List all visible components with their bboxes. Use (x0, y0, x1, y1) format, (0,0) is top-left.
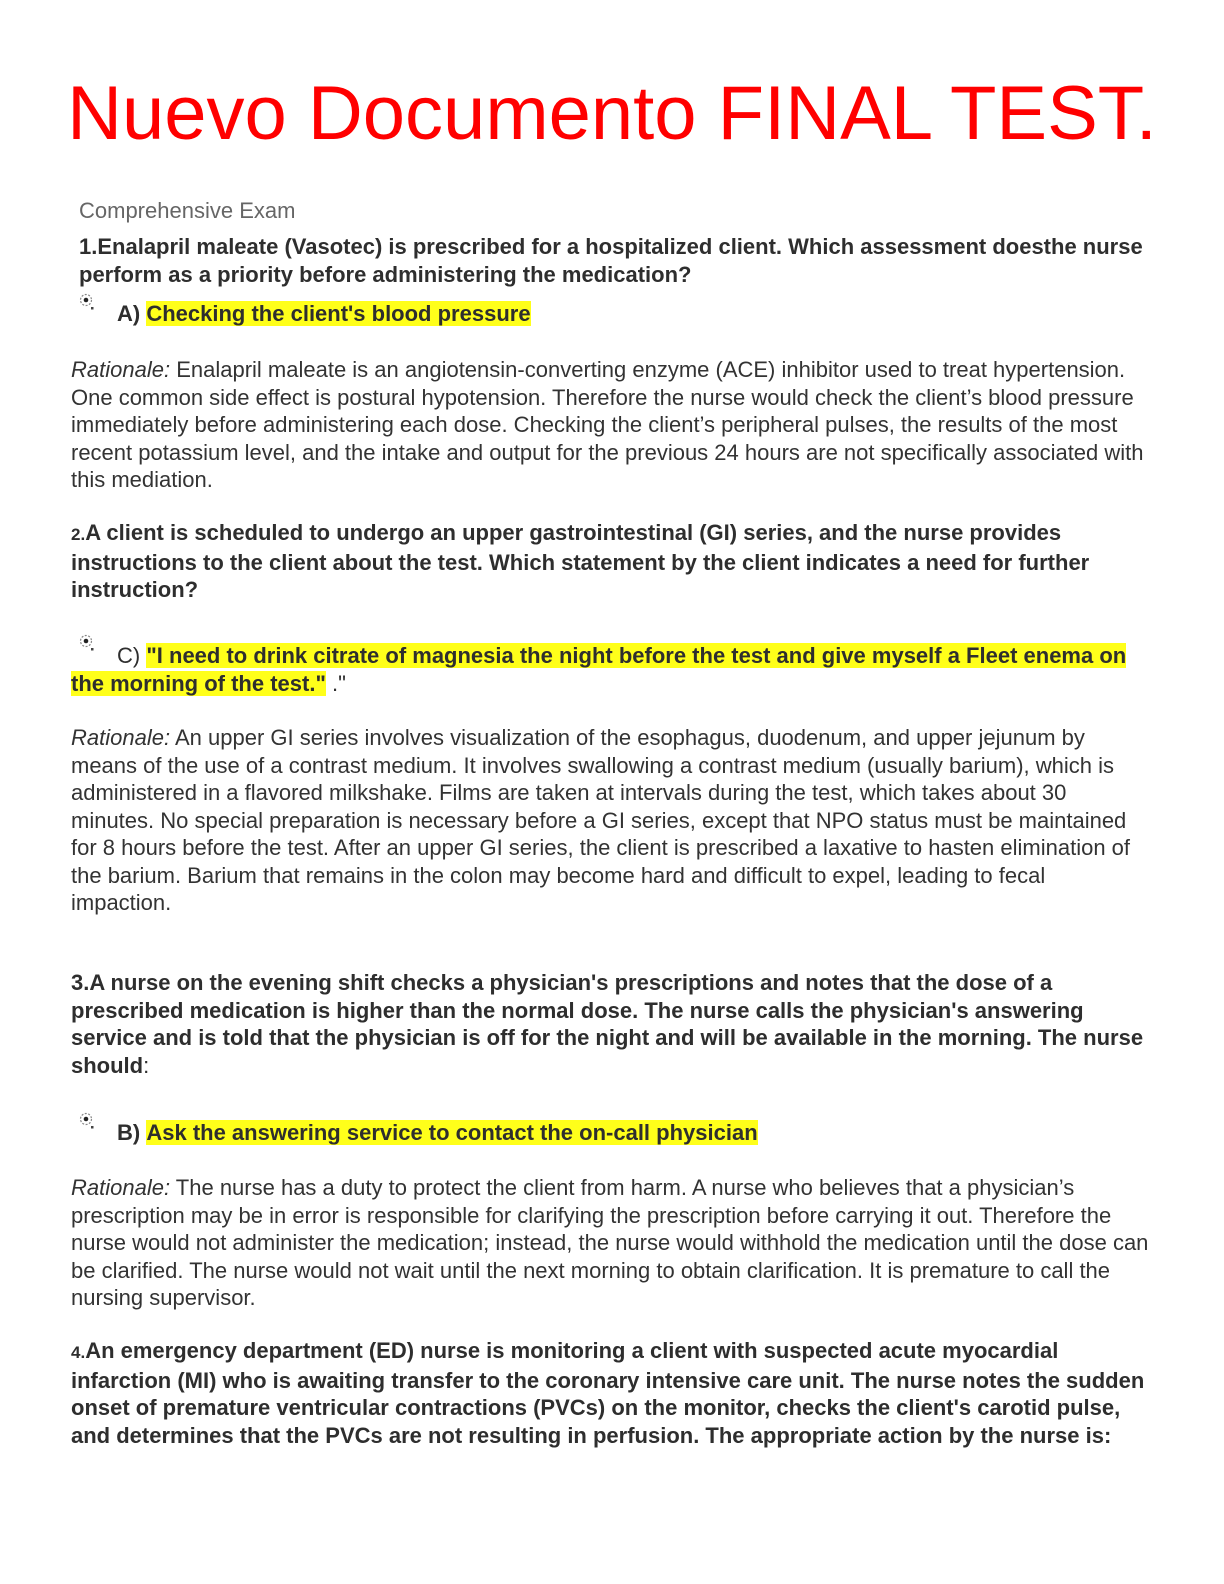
question-4 (71, 1337, 1146, 1449)
rationale-label: Rationale: (71, 1175, 171, 1200)
rationale-label: Rationale: (71, 725, 171, 750)
answer-suffix: ." (325, 671, 346, 696)
rationale-label: Rationale: (71, 357, 171, 382)
document-title: Nuevo Documento FINAL TEST. (67, 71, 1157, 156)
rationale-text: An upper GI series involves visualization of the esophagus, duodenum, and upper jejunum by means of the use of a contrast medium. It involves swallowing a contrast medium (usually barium), which is administered in a flavored milkshake. Films are taken at intervals during the test, which takes about 30 minutes. No special preparation is necessary before a GI series, except that NPO status must be maintained for 8 hours before the test. After an upper GI series, the client is prescribed a laxative to hasten elimination of the barium. Barium that remains in the colon may become hard and difficult to expel, leading to fecal impaction. (71, 725, 1131, 915)
answer-3[interactable] (117, 1119, 758, 1147)
question-text: A client is scheduled to undergo an upper gastrointestinal (GI) series, and the nurse provides instructions to the client about the test. Which statement by the client indicates a need for further instruction? (71, 520, 1090, 602)
answer-letter: B) (117, 1120, 141, 1145)
question-text: An emergency department (ED) nurse is monitoring a client with suspected acute myocardial infarction (MI) who is awaiting transfer to the coronary intensive care unit. The nurse notes the sudden onset of premature ventricular contractions (PVCs) on the monitor, checks the client's carotid pulse, and determines that the PVCs are not resulting in perfusion. The appropriate action by the nurse is: (71, 1338, 1145, 1448)
answer-1[interactable] (117, 300, 531, 328)
question-text-suffix: : (143, 1052, 150, 1078)
question-1 (79, 233, 1169, 288)
radio-selected-icon[interactable] (79, 293, 95, 311)
answer-text-highlighted: Ask the answering service to contact the on-call physician (146, 1120, 758, 1145)
rationale-3 (71, 1174, 1151, 1312)
rationale-1 (71, 356, 1151, 494)
answer-text-highlighted: "I need to drink citrate of magnesia the night before the test and give myself a Fleet enema on the morning of the test." (71, 643, 1127, 696)
radio-selected-icon[interactable] (79, 1112, 95, 1130)
document-subtitle: Comprehensive Exam (79, 198, 296, 223)
answer-letter: C) (117, 643, 141, 668)
answer-2[interactable] (71, 642, 1131, 698)
rationale-text: The nurse has a duty to protect the client from harm. A nurse who believes that a physician’s prescription may be in error is responsible for clarifying the prescription before carrying it out. Therefore the nurse would not administer the medication; instead, the nurse would withhold the medication until the dose can be clarified. The nurse would not wait until the next morning to obtain clarification. It is premature to call the nursing supervisor. (71, 1175, 1149, 1310)
question-number: 1. (79, 234, 98, 259)
question-2 (71, 519, 1131, 604)
rationale-2 (71, 724, 1151, 917)
question-number: 3. (71, 970, 90, 995)
question-number: 2. (71, 525, 86, 544)
answer-letter: A) (117, 301, 141, 326)
question-3 (71, 969, 1146, 1079)
question-text: Enalapril maleate (Vasotec) is prescribed for a hospitalized client. Which assessment doesthe nurse perform as a priority before administering the medication? (79, 234, 1143, 287)
answer-text-highlighted: Checking the client's blood pressure (146, 301, 531, 326)
question-number: 4. (71, 1343, 86, 1362)
rationale-text: Enalapril maleate is an angiotensin-converting enzyme (ACE) inhibitor used to treat hypertension. One common side effect is postural hypotension. Therefore the nurse would check the client’s blood pressure immediately before administering each dose. Checking the client’s peripheral pulses, the results of the most recent potassium level, and the intake and output for the previous 24 hours are not specifically associated with this mediation. (71, 357, 1144, 492)
question-text: A nurse on the evening shift checks a physician's prescriptions and notes that the dose of a prescribed medication is higher than the normal dose. The nurse calls the physician's answering service and is told that the physician is off for the night and will be available in the morning. The nurse should (71, 970, 1144, 1078)
